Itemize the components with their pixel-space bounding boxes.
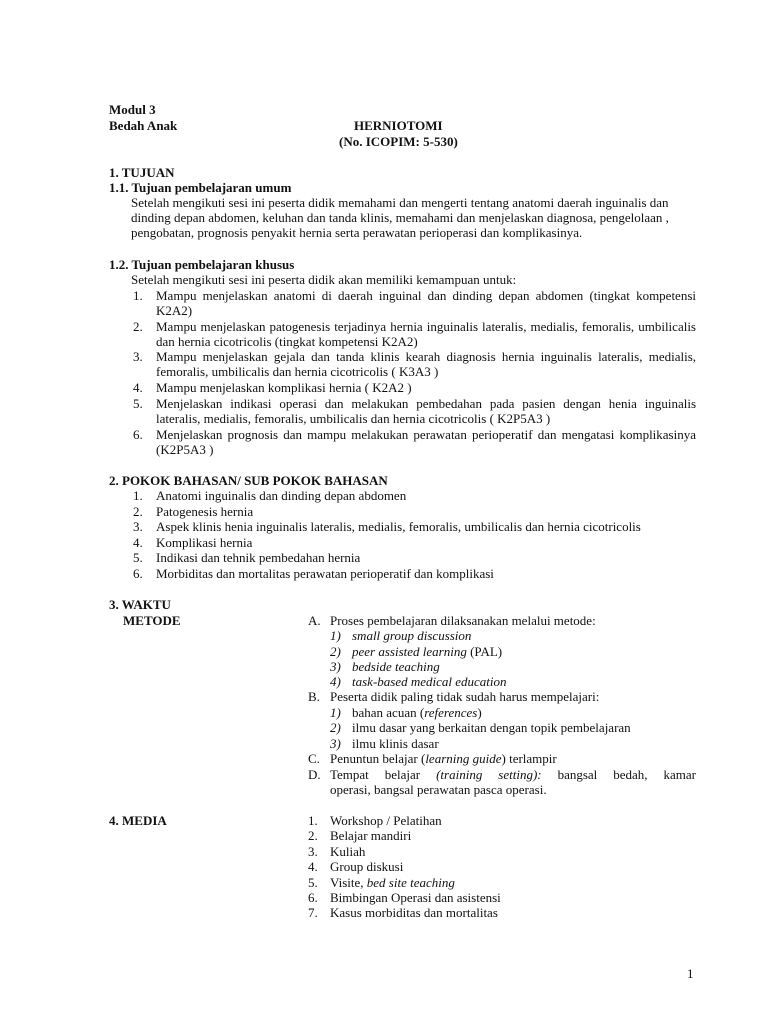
list-item	[352, 705, 482, 720]
list-item-text: )	[477, 705, 482, 720]
tujuan-umum-heading: 1.1. Tujuan pembelajaran umum	[109, 180, 292, 195]
list-item-number: 1)	[330, 628, 341, 643]
list-item: Group diskusi	[330, 859, 404, 874]
list-item-number: 4.	[133, 535, 143, 550]
tujuan-khusus-intro: Setelah mengikuti sesi ini peserta didik akan memiliki kemampuan untuk:	[131, 272, 517, 287]
list-item-number: 5.	[133, 550, 143, 565]
list-item: Anatomi inguinalis dan dinding depan abdomen	[156, 488, 407, 503]
list-item: Morbiditas dan mortalitas perawatan perioperatif dan komplikasi	[156, 566, 494, 581]
list-item-number: 4)	[330, 674, 341, 689]
list-item-number: 3.	[133, 349, 143, 364]
list-item-text: bahan acuan (	[352, 705, 425, 720]
list-item: Workshop / Pelatihan	[330, 813, 442, 828]
text-italic: learning guide	[425, 751, 502, 766]
list-item-number: 6.	[308, 890, 318, 905]
module-label: Modul 3	[109, 102, 156, 117]
list-item-number: 6.	[133, 427, 143, 442]
list-item-letter: B.	[308, 689, 320, 704]
list-item-letter: A.	[308, 613, 321, 628]
page-title: HERNIOTOMI	[354, 118, 443, 133]
list-item-number: 4.	[308, 859, 318, 874]
list-item: Mampu menjelaskan anatomi di daerah inguinal dan dinding depan abdomen (tingkat kompetensi K2A2)	[156, 288, 696, 318]
section-waktu-heading: 3. WAKTU	[109, 597, 171, 612]
tujuan-khusus-heading: 1.2. Tujuan pembelajaran khusus	[109, 257, 295, 272]
list-item-letter: C.	[308, 751, 320, 766]
list-item-letter: D.	[308, 767, 321, 782]
list-item: Belajar mandiri	[330, 828, 412, 843]
list-item-number: 2)	[330, 720, 341, 735]
text-italic: (training setting):	[436, 767, 542, 782]
list-item: ilmu dasar yang berkaitan dengan topik pembelajaran	[352, 720, 631, 735]
tujuan-umum-text: Setelah mengikuti sesi ini peserta didik memahami dan mengerti tentang anatomi daerah inguinalis dan dinding depan abdomen, keluhan dan tanda klinis, memahami dan menjelaskan diagnosa, pengelolaan , pengobatan, prognosis penyakit hernia serta perawatan perioperasi dan komplikasinya.	[131, 195, 669, 240]
list-item: Mampu menjelaskan komplikasi hernia ( K2A2 )	[156, 380, 412, 395]
text-run: Tempat belajar	[330, 767, 437, 782]
list-item-italic: bed site teaching	[366, 875, 455, 890]
metode-d-text-line2: operasi, bangsal perawatan pasca operasi.	[330, 782, 547, 797]
metode-a-text: Proses pembelajaran dilaksanakan melalui metode:	[330, 613, 596, 628]
list-item	[330, 875, 455, 890]
list-item: task-based medical education	[352, 674, 507, 689]
icopim-code: (No. ICOPIM: 5-530)	[339, 134, 458, 149]
list-item: Patogenesis hernia	[156, 504, 254, 519]
list-item: Mampu menjelaskan patogenesis terjadinya hernia inguinalis lateralis, medialis, femoralis, umbilicalis dan hernia cicotricolis (tingkat kompetensi K2A2)	[156, 319, 696, 349]
metode-label: METODE	[123, 613, 181, 628]
list-item: Kasus morbiditas dan mortalitas	[330, 905, 498, 920]
page-number: 1	[687, 966, 694, 981]
list-item-number: 1.	[133, 488, 143, 503]
list-item: Komplikasi hernia	[156, 535, 253, 550]
list-item	[352, 644, 502, 659]
list-item-number: 5.	[133, 396, 143, 411]
list-item: ilmu klinis dasar	[352, 736, 439, 751]
section-media-heading: 4. MEDIA	[109, 813, 167, 828]
list-item: bedside teaching	[352, 659, 440, 674]
list-item: Kuliah	[330, 844, 366, 859]
list-item-number: 3.	[308, 844, 318, 859]
list-item-number: 6.	[133, 566, 143, 581]
section-pokok-heading: 2. POKOK BAHASAN/ SUB POKOK BAHASAN	[109, 473, 388, 488]
list-item: Bimbingan Operasi dan asistensi	[330, 890, 501, 905]
list-item-number: 3)	[330, 659, 341, 674]
metode-b-text: Peserta didik paling tidak sudah harus mempelajari:	[330, 689, 600, 704]
metode-d-text	[330, 767, 696, 782]
list-item-number: 2.	[133, 504, 143, 519]
list-item-number: 5.	[308, 875, 318, 890]
list-item: Menjelaskan prognosis dan mampu melakukan perawatan perioperatif dan mengatasi komplikasinya (K2P5A3 )	[156, 427, 696, 457]
list-item: Mampu menjelaskan gejala dan tanda klinis kearah diagnosis hernia inguinalis lateralis, medialis, femoralis, umbilicalis dan hernia cicotricolis ( K3A3 )	[156, 349, 696, 379]
list-item-number: 3.	[133, 519, 143, 534]
list-item-text: peer assisted learning	[352, 644, 467, 659]
list-item-number: 2)	[330, 644, 341, 659]
list-item-number: 1.	[308, 813, 318, 828]
list-item-number: 1)	[330, 705, 341, 720]
text-run: ) terlampir	[501, 751, 557, 766]
list-item-text: Visite,	[330, 875, 367, 890]
list-item-suffix: (PAL)	[466, 644, 503, 659]
list-item-number: 2.	[308, 828, 318, 843]
list-item-number: 7.	[308, 905, 318, 920]
section-tujuan-heading: 1. TUJUAN	[109, 165, 175, 180]
list-item: Indikasi dan tehnik pembedahan hernia	[156, 550, 361, 565]
list-item-italic: references	[424, 705, 478, 720]
department-label: Bedah Anak	[109, 118, 178, 133]
list-item: Aspek klinis henia inguinalis lateralis, medialis, femoralis, umbilicalis dan hernia cicotricolis	[156, 519, 641, 534]
list-item: small group discussion	[352, 628, 472, 643]
list-item-number: 2.	[133, 319, 143, 334]
list-item-number: 3)	[330, 736, 341, 751]
list-item-number: 4.	[133, 380, 143, 395]
metode-c-text	[330, 751, 557, 766]
text-run: Penuntun belajar (	[330, 751, 426, 766]
list-item: Menjelaskan indikasi operasi dan melakukan pembedahan pada pasien dengan henia inguinalis lateralis, medialis, femoralis, umbilicalis dan hernia cicotricolis ( K2P5A3 )	[156, 396, 696, 426]
text-run: bangsal bedah, kamar	[541, 767, 696, 782]
list-item-number: 1.	[133, 288, 143, 303]
